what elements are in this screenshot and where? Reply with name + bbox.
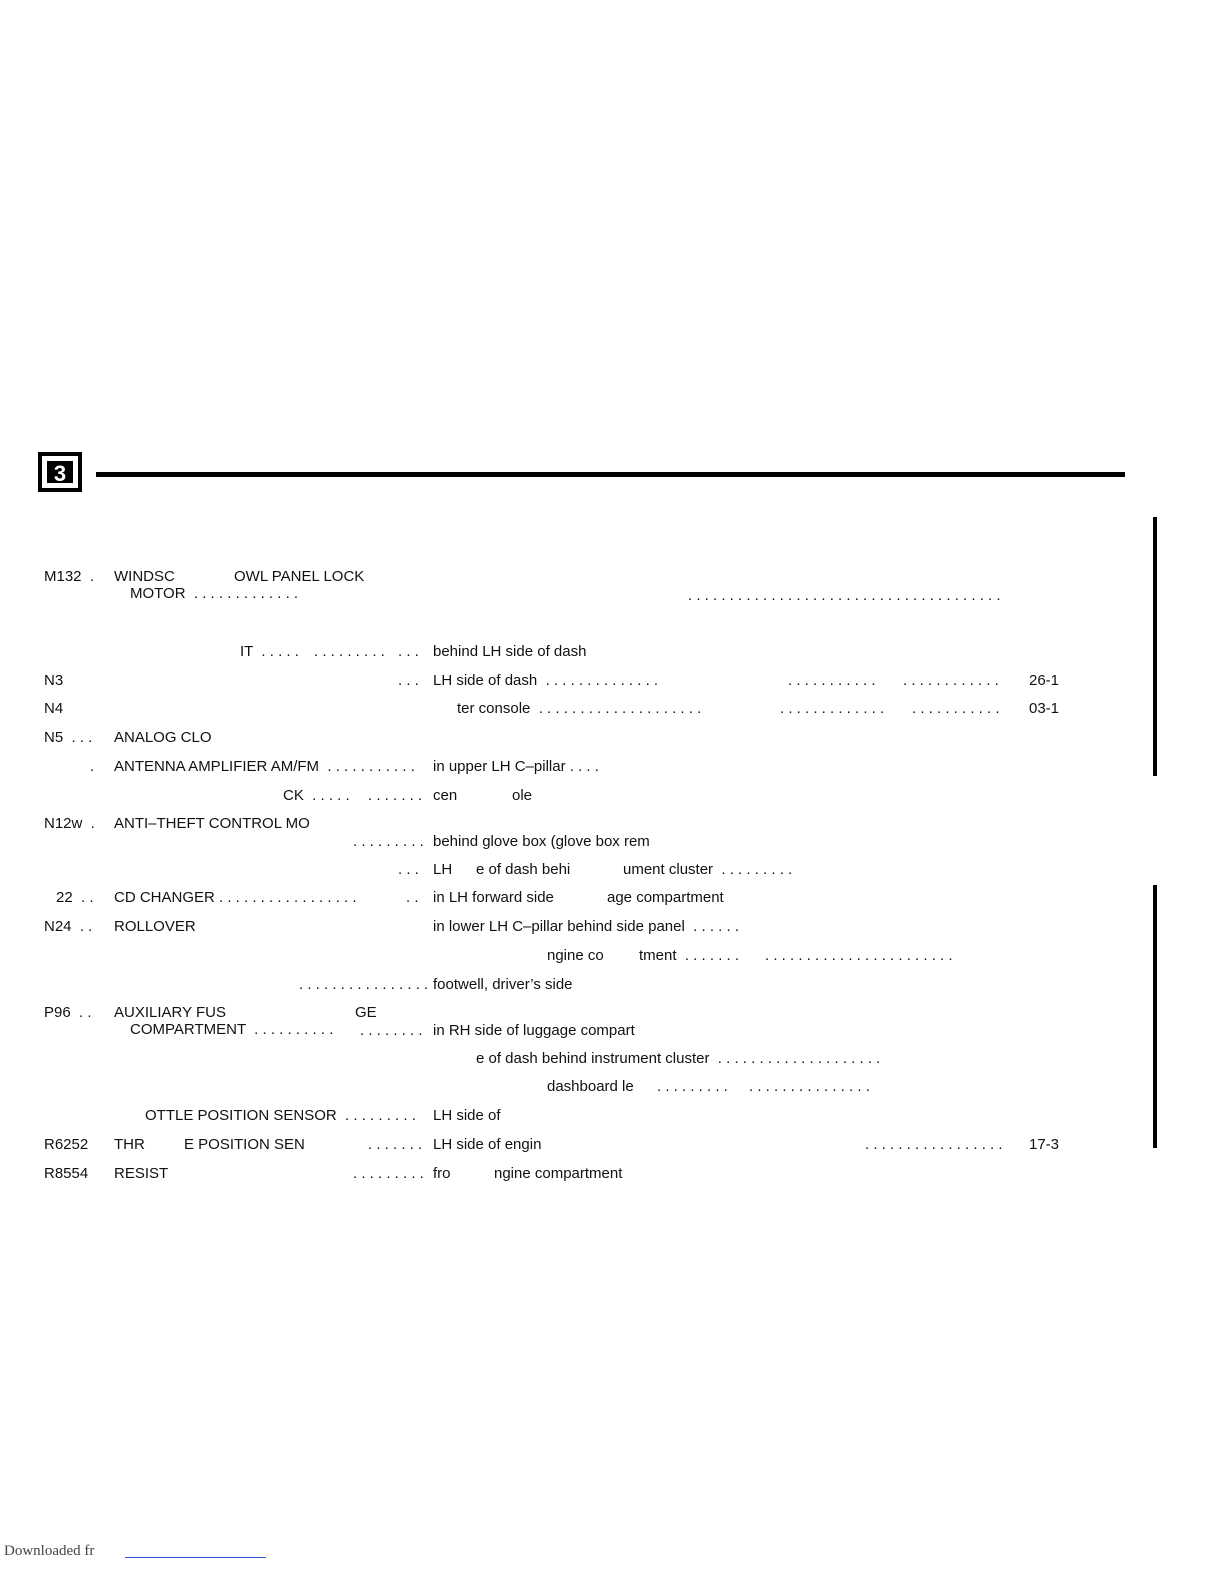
table-cell: ole <box>512 787 533 804</box>
table-cell: in RH side of luggage compart <box>433 1022 635 1039</box>
table-cell: ter console . . . . . . . . . . . . . . . . . . . . <box>457 700 702 717</box>
table-cell: tment . . . . . . . <box>639 947 740 964</box>
table-cell: . . <box>406 889 419 906</box>
table-cell: 17-3 <box>1029 1136 1060 1153</box>
footer-download-note: Downloaded fr <box>4 1543 95 1559</box>
table-cell: ngine compartment <box>494 1165 623 1182</box>
table-cell: P96 . . <box>44 1004 92 1021</box>
table-cell: . . . . . . . . . . . . <box>903 672 999 689</box>
table-cell: . . . <box>398 861 419 878</box>
table-cell: ngine co <box>547 947 604 964</box>
table-cell: CD CHANGER . . . . . . . . . . . . . . . . . <box>114 889 357 906</box>
revision-bar-upper <box>1153 517 1157 776</box>
table-cell: LH side of engin <box>433 1136 542 1153</box>
table-cell: . . . . . . . . . . . . . . . <box>749 1078 870 1095</box>
table-cell: M132 . <box>44 568 95 585</box>
footer-link-underline[interactable] <box>125 1557 266 1558</box>
table-cell: . <box>90 758 95 775</box>
table-cell: ument cluster . . . . . . . . . <box>623 861 793 878</box>
table-cell: . . . . . . . . . . . . . . . . . <box>865 1136 1003 1153</box>
chapter-tab <box>38 452 82 492</box>
chapter-number: 3 <box>47 461 73 483</box>
table-cell: THR <box>114 1136 145 1153</box>
header-rule <box>96 472 1125 477</box>
table-cell: . . . . . . . . . <box>314 643 385 660</box>
table-cell: E POSITION SEN <box>184 1136 305 1153</box>
table-cell: COMPARTMENT . . . . . . . . . . <box>130 1021 334 1038</box>
table-cell: R8554 <box>44 1165 89 1182</box>
table-cell: ANTENNA AMPLIFIER AM/FM . . . . . . . . . . . <box>114 758 415 775</box>
table-cell: fro <box>433 1165 451 1182</box>
table-cell: AUXILIARY FUS <box>114 1004 226 1021</box>
table-cell: RESIST <box>114 1165 169 1182</box>
revision-bar-lower <box>1153 885 1157 1148</box>
table-cell: N12w . <box>44 815 95 832</box>
table-cell: . . . . . . . . . . . <box>912 700 1000 717</box>
table-cell: MOTOR . . . . . . . . . . . . . <box>130 585 299 602</box>
table-cell: in LH forward side <box>433 889 554 906</box>
table-cell: ROLLOVER <box>114 918 196 935</box>
table-cell: . . . . . . . . <box>360 1022 423 1039</box>
table-cell: . . . . . . . . . <box>657 1078 728 1095</box>
table-cell: . . . . . . . <box>368 787 423 804</box>
table-cell: cen <box>433 787 458 804</box>
table-cell: . . . . . . . . . . . . . . . . . . . . . . . . . . . . . . . . . . . . . . <box>688 587 1001 604</box>
table-cell: . . . . . . . . . . . . . . . . <box>299 976 429 993</box>
table-cell: LH side of dash . . . . . . . . . . . . . . <box>433 672 659 689</box>
table-cell: OWL PANEL LOCK <box>234 568 365 585</box>
table-cell: LH <box>433 861 453 878</box>
table-cell: 26-1 <box>1029 672 1060 689</box>
table-cell: . . . . . . . . . . . . . <box>780 700 885 717</box>
table-cell: GE <box>355 1004 377 1021</box>
table-cell: e of dash behind instrument cluster . . . . . . . . . . . . . . . . . . . . <box>476 1050 881 1067</box>
table-cell: . . . . . . . . . . . <box>788 672 876 689</box>
table-cell: OTTLE POSITION SENSOR . . . . . . . . . <box>145 1107 416 1124</box>
table-cell: N24 . . <box>44 918 93 935</box>
table-cell: R6252 <box>44 1136 89 1153</box>
table-cell: IT . . . . . <box>240 643 299 660</box>
table-cell: 03-1 <box>1029 700 1060 717</box>
table-cell: N5 . . . <box>44 729 93 746</box>
table-cell: LH side of <box>433 1107 501 1124</box>
table-cell: in upper LH C–pillar . . . . <box>433 758 599 775</box>
table-cell: . . . . . . . . . <box>353 833 424 850</box>
table-cell: ANTI–THEFT CONTROL MO <box>114 815 310 832</box>
table-cell: . . . . . . . . . <box>353 1165 424 1182</box>
table-cell: N3 <box>44 672 64 689</box>
table-cell: e of dash behi <box>476 861 571 878</box>
table-cell: in lower LH C–pillar behind side panel . . . . . . <box>433 918 739 935</box>
table-cell: WINDSC <box>114 568 175 585</box>
table-cell: . . . <box>398 672 419 689</box>
table-cell: behind LH side of dash <box>433 643 587 660</box>
table-cell: ANALOG CLO <box>114 729 212 746</box>
table-cell: . . . <box>398 643 419 660</box>
table-cell: footwell, driver’s side <box>433 976 573 993</box>
table-cell: N4 <box>44 700 64 717</box>
table-cell: behind glove box (glove box rem <box>433 833 650 850</box>
table-cell: CK . . . . . <box>283 787 350 804</box>
table-cell: dashboard le <box>547 1078 634 1095</box>
table-cell: . . . . . . . . . . . . . . . . . . . . . . . <box>765 947 953 964</box>
table-cell: 22 . . <box>56 889 94 906</box>
table-cell: . . . . . . . <box>368 1136 423 1153</box>
table-cell: age compartment <box>607 889 724 906</box>
